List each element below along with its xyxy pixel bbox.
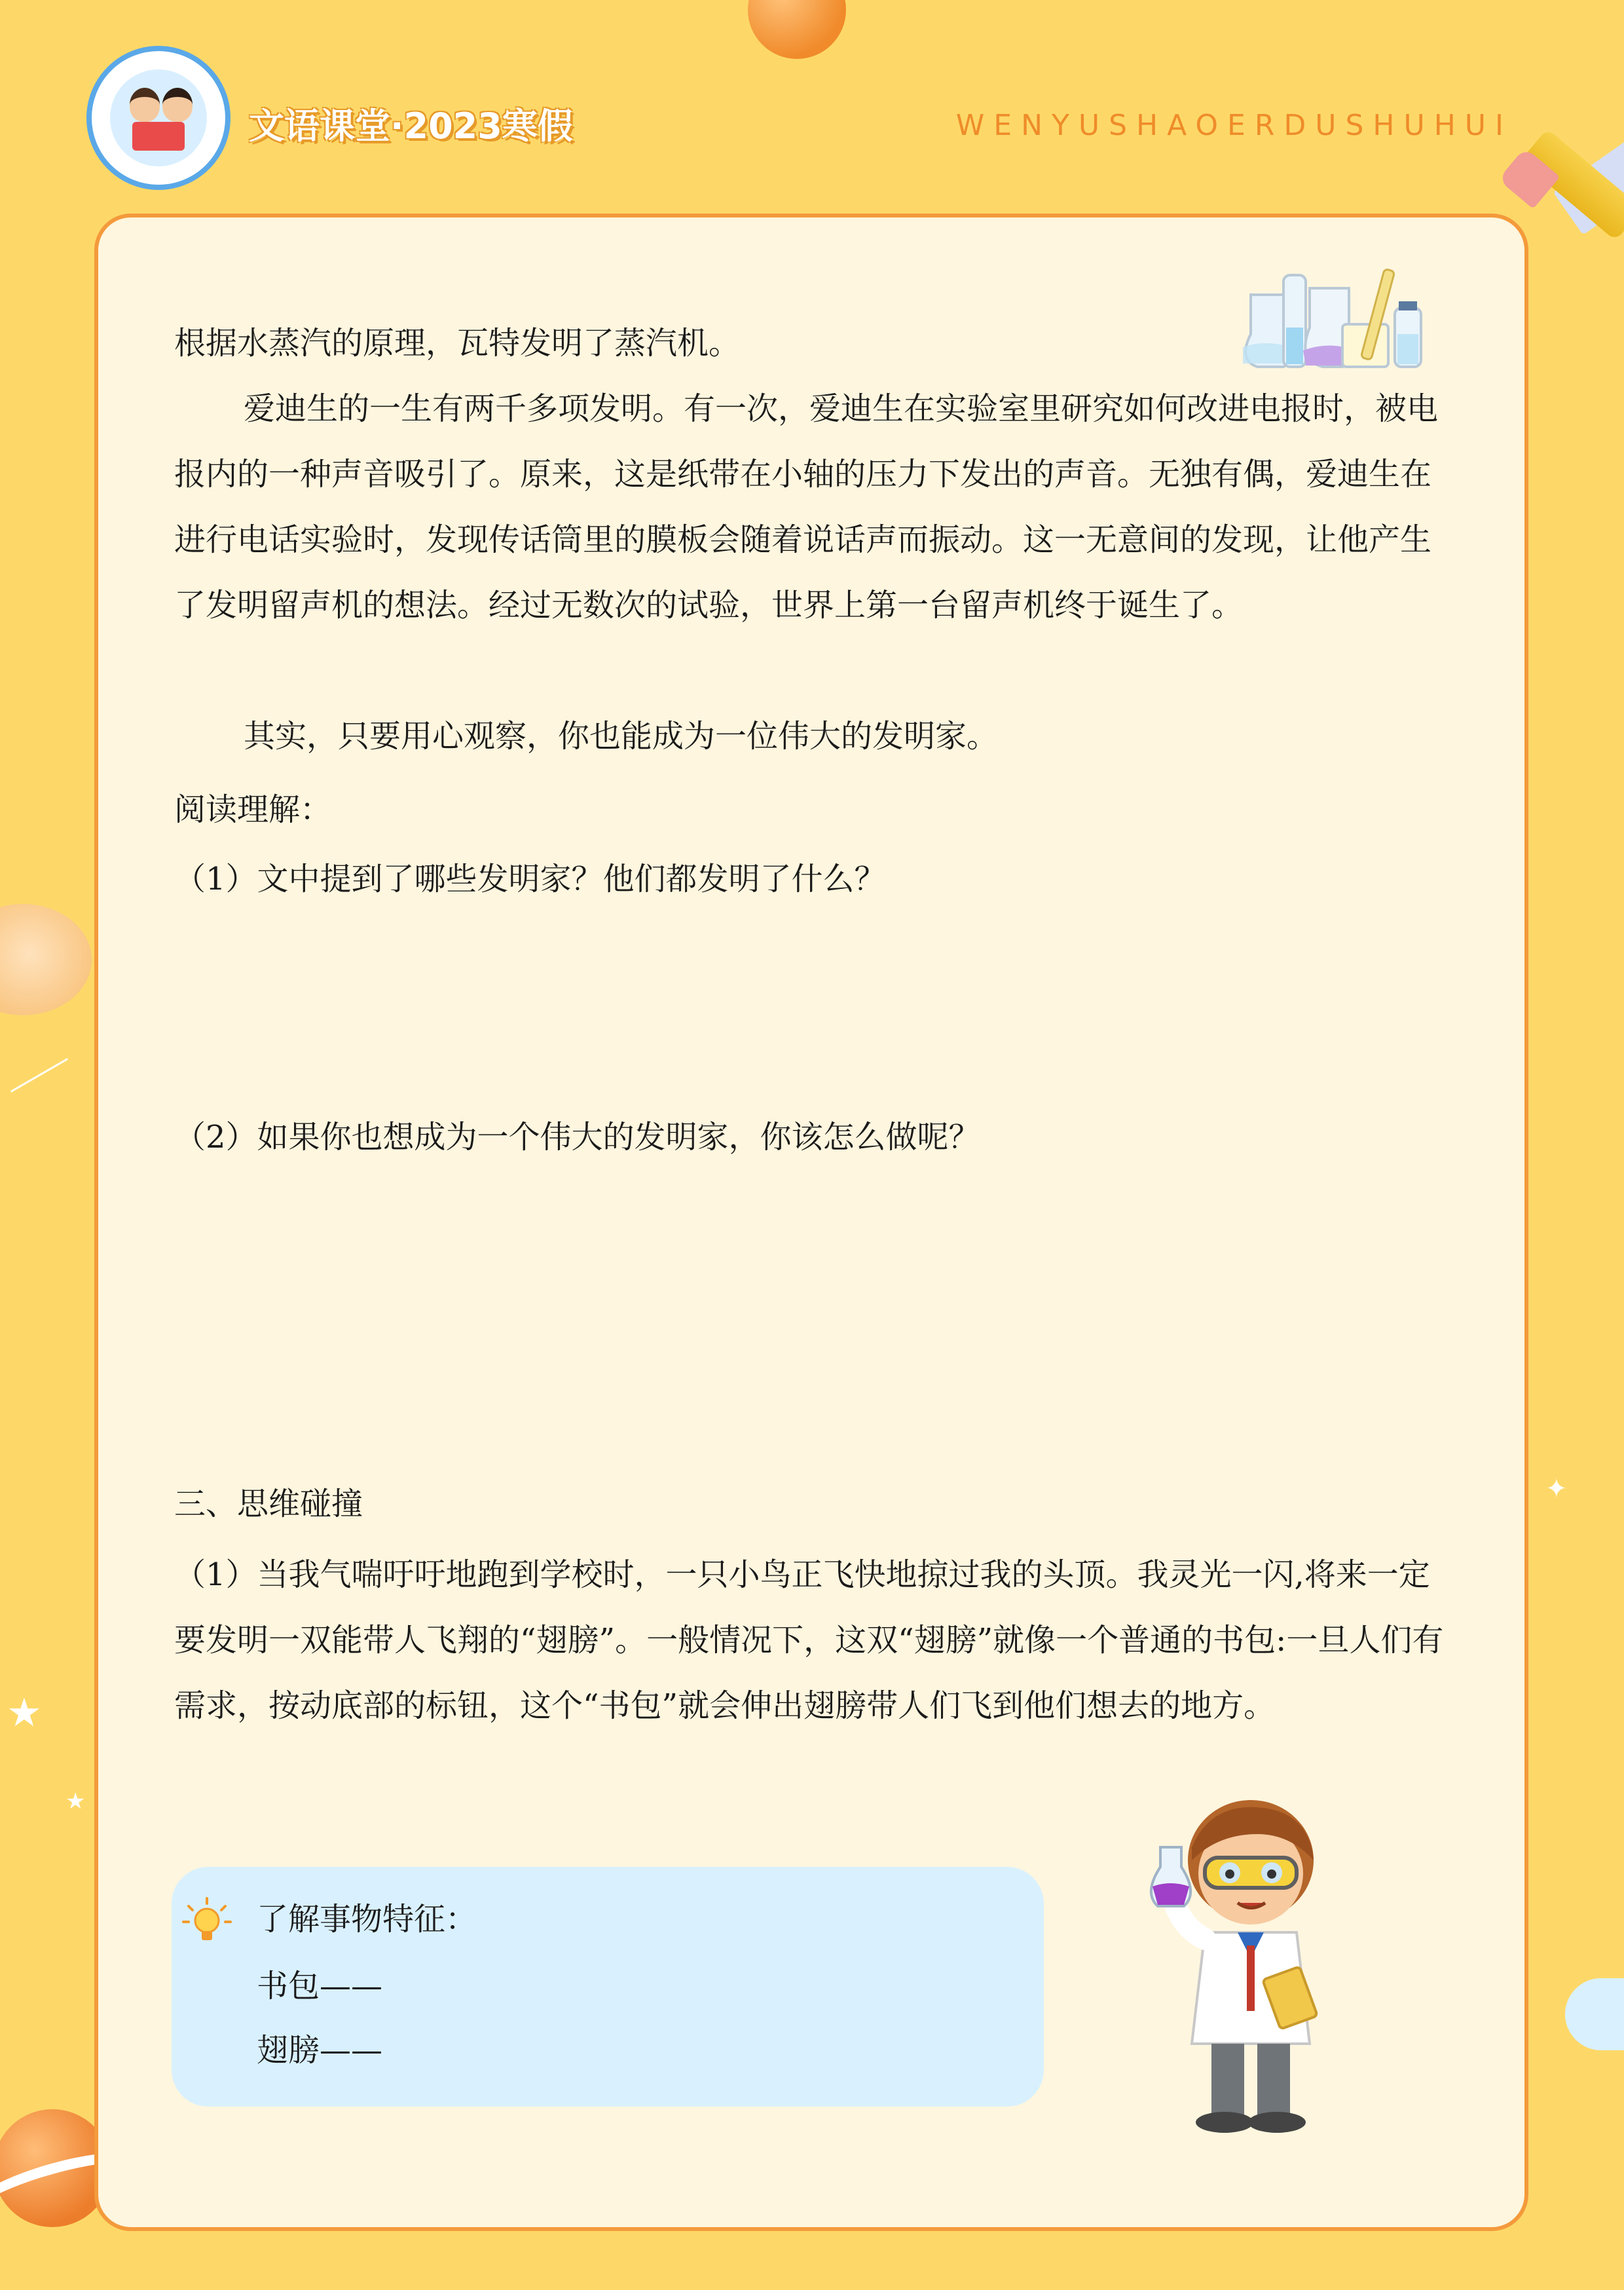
logo-inner [110, 69, 207, 166]
tip-schoolbag: 书包—— [257, 1968, 383, 2004]
tip-wings: 翅膀—— [257, 2032, 383, 2069]
paragraph-watt: 根据水蒸汽的原理，瓦特发明了蒸汽机。 [174, 325, 741, 362]
shooting-star-decoration [10, 1058, 68, 1093]
reading-heading: 阅读理解： [174, 791, 332, 828]
paragraph-conclusion: 其实，只要用心观察，你也能成为一位伟大的发明家。 [244, 718, 999, 755]
logo-book [132, 122, 185, 151]
brand-pinyin: WENYUSHAOERDUSHUHUI [955, 109, 1513, 142]
question-1: （1）文中提到了哪些发明家？他们都发明了什么？ [174, 861, 886, 897]
cloud-decoration [1565, 1978, 1624, 2050]
section-three-heading: 三、思维碰撞 [174, 1486, 363, 1522]
question-2: （2）如果你也想成为一个伟大的发明家，你该怎么做呢？ [174, 1119, 980, 1155]
scientist-illustration [1113, 1795, 1349, 2135]
paragraph-edison: 爱迪生的一生有两千多项发明。有一次，爱迪生在实验室里研究如何改进电报时，被电报内的一种声音吸引了。原来，这是纸带在小轴的压力下发出的声音。无独有偶，爱迪生在进行电话实验时，发现传话筒里的膜板会随着说话声而振动。这一无意间的发现，让他产生了发明留声机的想法。经过无数次的试验，世界上第一台留声机终于诞生了。 [174, 390, 1439, 624]
tip-title: 了解事物特征： [257, 1901, 477, 1938]
star-icon: ✦ [1545, 1474, 1568, 1504]
star-icon: ★ [65, 1788, 86, 1814]
brand-title: 文语课堂·2023寒假 [249, 105, 573, 147]
logo-kid-left [130, 88, 160, 122]
lightbulb-icon [182, 1897, 232, 1947]
logo-icon [86, 46, 231, 190]
peach-ball-decoration [0, 904, 92, 1015]
section-three-text: （1）当我气喘吁吁地跑到学校时，一只小鸟正飞快地掠过我的头顶。我灵光一闪,将来一定要发明一双能带人飞翔的“翅膀”。一般情况下，这双“翅膀”就像一个普通的书包:一旦人们有需求，按动底部的标钮，这个“书包”就会伸出翅膀带人们飞到他们想去的地方。 [174, 1556, 1444, 1724]
logo-kid-right [162, 88, 193, 122]
star-icon: ★ [7, 1690, 42, 1736]
